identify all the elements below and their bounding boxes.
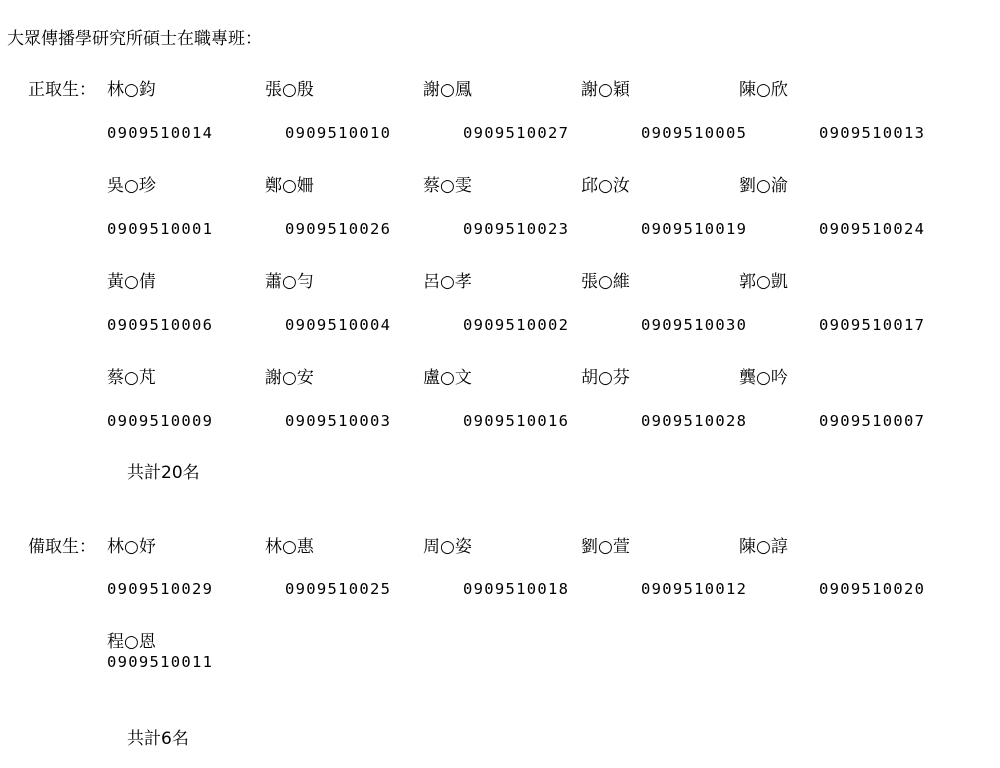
waitlist-id: 0909510011 bbox=[107, 653, 214, 671]
admitted-name: 謝○鳳 bbox=[423, 80, 472, 100]
waitlist-id: 0909510025 bbox=[285, 580, 392, 598]
admitted-id: 0909510026 bbox=[285, 220, 392, 238]
admitted-name: 吳○珍 bbox=[107, 176, 156, 196]
admitted-name: 張○殷 bbox=[265, 80, 314, 100]
waitlist-name: 程○恩 bbox=[107, 632, 156, 652]
admitted-id: 0909510014 bbox=[107, 124, 214, 142]
waitlist-name: 陳○諄 bbox=[739, 537, 788, 557]
admitted-id: 0909510023 bbox=[463, 220, 570, 238]
admitted-name: 蕭○勻 bbox=[265, 272, 314, 292]
admitted-id: 0909510009 bbox=[107, 412, 214, 430]
admitted-name: 陳○欣 bbox=[739, 80, 788, 100]
waitlist-name: 劉○萱 bbox=[581, 537, 630, 557]
waitlist-id: 0909510020 bbox=[819, 580, 926, 598]
admitted-name: 郭○凱 bbox=[739, 272, 788, 292]
admitted-id: 0909510027 bbox=[463, 124, 570, 142]
waitlist-label: 備取生： bbox=[28, 537, 96, 557]
admitted-name: 蔡○雯 bbox=[423, 176, 472, 196]
admitted-id: 0909510028 bbox=[641, 412, 748, 430]
admitted-name: 盧○文 bbox=[423, 368, 472, 388]
admitted-name: 邱○汝 bbox=[581, 176, 630, 196]
admitted-id: 0909510019 bbox=[641, 220, 748, 238]
admitted-id: 0909510002 bbox=[463, 316, 570, 334]
page-title: 大眾傳播學研究所碩士在職專班： bbox=[7, 29, 262, 49]
admitted-name: 鄭○姍 bbox=[265, 176, 314, 196]
waitlist-name: 周○姿 bbox=[423, 537, 472, 557]
admitted-id: 0909510024 bbox=[819, 220, 926, 238]
admitted-id: 0909510010 bbox=[285, 124, 392, 142]
admitted-name: 林○鈞 bbox=[107, 80, 156, 100]
waitlist-name: 林○惠 bbox=[265, 537, 314, 557]
admitted-id: 0909510003 bbox=[285, 412, 392, 430]
admitted-id: 0909510001 bbox=[107, 220, 214, 238]
admitted-name: 黃○倩 bbox=[107, 272, 156, 292]
admitted-name: 張○維 bbox=[581, 272, 630, 292]
admitted-id: 0909510016 bbox=[463, 412, 570, 430]
admitted-name: 龔○吟 bbox=[739, 368, 788, 388]
admitted-id: 0909510006 bbox=[107, 316, 214, 334]
waitlist-id: 0909510029 bbox=[107, 580, 214, 598]
admitted-id: 0909510007 bbox=[819, 412, 926, 430]
admitted-label: 正取生： bbox=[28, 80, 96, 100]
admitted-name: 謝○穎 bbox=[581, 80, 630, 100]
admitted-id: 0909510004 bbox=[285, 316, 392, 334]
admitted-id: 0909510013 bbox=[819, 124, 926, 142]
admitted-id: 0909510005 bbox=[641, 124, 748, 142]
admitted-name: 謝○安 bbox=[265, 368, 314, 388]
admitted-id: 0909510030 bbox=[641, 316, 748, 334]
waitlist-total: 共計6名 bbox=[127, 729, 189, 749]
admitted-name: 劉○渝 bbox=[739, 176, 788, 196]
admitted-id: 0909510017 bbox=[819, 316, 926, 334]
waitlist-id: 0909510018 bbox=[463, 580, 570, 598]
waitlist-name: 林○妤 bbox=[107, 537, 156, 557]
admitted-name: 呂○孝 bbox=[423, 272, 472, 292]
admitted-name: 蔡○芃 bbox=[107, 368, 156, 388]
admitted-name: 胡○芬 bbox=[581, 368, 630, 388]
admitted-total: 共計20名 bbox=[127, 463, 200, 483]
waitlist-id: 0909510012 bbox=[641, 580, 748, 598]
